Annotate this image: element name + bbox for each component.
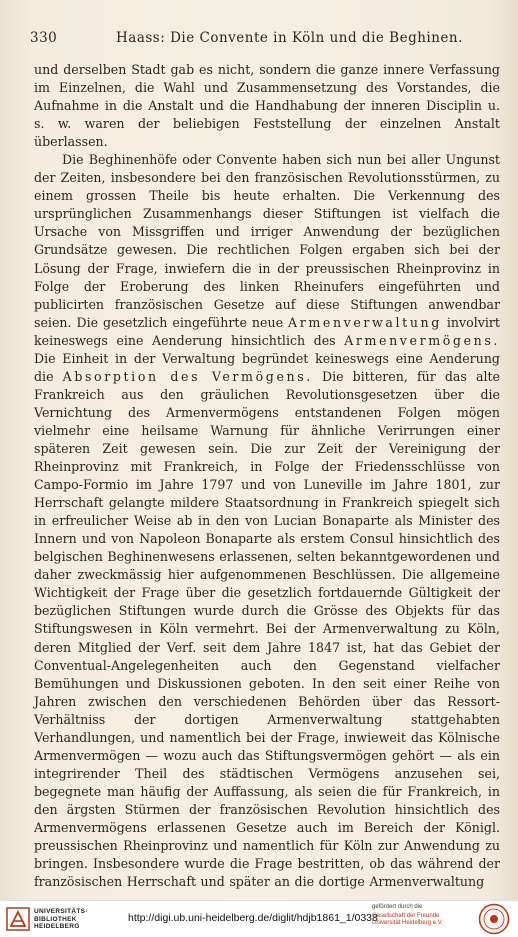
paragraph-1: und derselben Stadt gab es nicht, sondern die ganze innere Verfassung im Einzelnen, die Wahl und Zusammensetzung des Vorstandes, die Aufnahme in die Anstalt und die Handhabung der inneren Disciplin u. s. w. waren der beliebigen Feststellung der einzelnen Anstalt überlassen. (34, 62, 500, 150)
society-seal-icon (478, 903, 510, 935)
library-name: UNIVERSITÄTS- BIBLIOTHEK HEIDELBERG (34, 908, 88, 930)
paragraph-2: Die Beghinenhöfe oder Convente haben sich nun bei aller Ungunst der Zeiten, insbesondere bei den französischen Revolutionsstürmen, zu einem grossen Theile bis heute erhalten. Die Verkennung des ursprünglichen Zusammenhangs dieser Stiftungen ist vielfach die Ursache von Missgriffen und irriger Anwendung der bezüglichen Grundsätze gewesen. Die rechtlichen Folgen ergaben sich bei der Lösung der Frage, inwiefern die in der preussischen Rheinprovinz in Folge der Eroberung des linken Rheinufers eingeführten und publicirten französischen Gesetze auf diese Stiftungen anwendbar seien. Die gesetzlich eingeführte neue Armenverwaltung involvirt keineswegs eine Aenderung hinsichtlich des Armenvermögens. Die Einheit in der Verwaltung begründet keineswegs eine Aenderung die Absorption des Vermögens. Die bitteren, für das alte Frankreich aus den gräulichen Revolutionsgesetzen über die Vernichtung des Armenvermögens entstandenen Folgen mögen vielmehr eine heilsame Warnung für ähnliche Verirrungen einer späteren Zeit gewesen sein. Die zur Zeit der Vereinigung der Rheinprovinz mit Frankreich, in Folge der Friedensschlüsse von Campo-Formio im Jahre 1797 und von Luneville im Jahre 1801, zur Herrschaft gelangte mildere Staatsordnung in Frankreich spiegelt sich in erfreulicher Weise ab in den von Lucian Bonaparte als Minister des Innern und von Napoleon Bonaparte als erstem Consul hinsichtlich des belgischen Beghinenwesens erlassenen, selten bekanntgewordenen und daher zweckmässig hier aufgenommenen Beschlüssen. Die allgemeine Wichtigkeit der Frage über die gesetzlich fortdauernde Gültigkeit der bezüglichen Stiftungen wurde durch die Grösse des Objekts für das Stiftungswesen in Köln vermehrt. Bei der Armenverwaltung zu Köln, deren Mitglied der Verf. seit dem Jahre 1847 ist, hat das Gebiet der Conventual-Angelegenheiten auch den Gegenstand vielfacher Bemühungen und Diskussionen geboten. In den seit einer Reihe von Jahren zwischen den verschiedenen Behörden über das Ressort-Verhältniss der dortigen Armenverwaltung stattgehabten Verhandlungen, und namentlich bei der Frage, inwieweit das Kölnische Armenvermögen — wozu auch das Stiftungsvermögen gehört — als ein integrirender Theil des städtischen Vermögens anzusehen sei, begegnete man häufig der Auffassung, als seien die für Frankreich, in den ärgsten Stürmen der französischen Revolution hinsichtlich des Armenvermögens erlassenen Gesetze auch im Bereich der Königl. preussischen Rheinprovinz und namentlich für Köln zur Anwendung zu bringen. Insbesondere wurde die Frage bestritten, ob das während der französischen Herrschaft und später an die dortige Armenverwaltung (34, 152, 501, 890)
page-header (30, 30, 500, 52)
emphasis-armenverwaltung: Armenverwaltung (288, 314, 442, 330)
digitization-footer (0, 900, 518, 937)
emphasis-armenvermoegens: Armenvermögens. (344, 332, 501, 348)
body-text (34, 61, 500, 891)
society-name: Gesellschaft der Freunde Universität Heidelberg e.V. (372, 913, 443, 926)
university-library-logo-icon (6, 907, 30, 931)
permalink-url[interactable]: http://digi.ub.uni-heidelberg.de/diglit/hdjb1861_1/0338 (128, 912, 378, 924)
running-head: Haass: Die Convente in Köln und die Beghinen. (116, 30, 463, 46)
emphasis-absorption: Absorption des Vermögens. (62, 368, 313, 384)
page-number: 330 (30, 30, 58, 46)
funded-by-label: gefördert durch die (372, 904, 423, 910)
